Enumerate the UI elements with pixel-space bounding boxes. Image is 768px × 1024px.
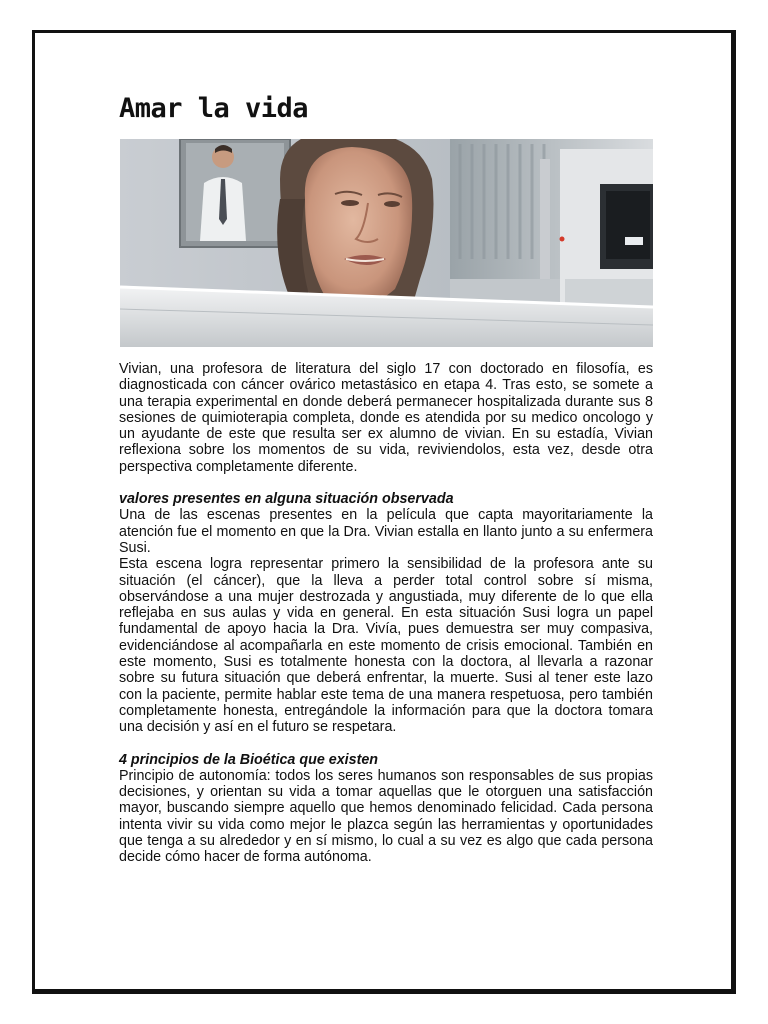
intro-paragraph: Vivian, una profesora de literatura del siglo 17 con doctorado en filosofía, es diagnosticada con cáncer ovárico metastásico en etapa 4. Tras esto, se somete a una terapia experimental en donde deberá permanecer hospitalizada durante sus 8 sesiones de quimioterapia completa, donde es atendida por su medico oncologo y un ayudante de este que resulta ser ex alumno de vivian. En su estadía, Vivian reflexiona sobre los momentos de su vida, reviviendolos, esta vez, desde otra perspectiva completamente diferente. [119,361,653,475]
section-heading-values: valores presentes en alguna situación observada [119,491,454,508]
paragraph-principles-1: Principio de autonomía: todos los seres humanos son responsables de sus propias decisiones, y orientan su vida a tomar aquellas que le otorguen una satisfacción mayor, buscando siempre aquello que hemos denominado felicidad. Cada persona intenta vivir su vida como mejor le plazca según las herramientas y oportunidades que tenga a su alrededor y en sí mismo, lo cual a su vez es algo que cada persona decide cómo hacer de forma autónoma. [119,767,653,866]
page-frame [32,30,736,994]
paragraph-values-1: Una de las escenas presentes en la película que capta mayoritariamente la atención fue el momento en que la Dra. Vivian estalla en llanto junto a su enfermera Susi. [119,507,653,556]
document-body [119,361,653,866]
paragraph-values-2: Esta escena logra representar primero la sensibilidad de la profesora ante su situación (el cáncer), que la lleva a perder total control sobre sí misma, observándose a una mujer destrozada y angustiada, muy diferente de lo que ella reflejaba en sus aulas y vida en general. En esta situación Susi logra un papel fundamental de apoyo hacia la Dra. Vivía, pues demuestra ser muy compasiva, evidenciándose al acompañarla en este momento de crisis emocional. También en este momento, Susi es totalmente honesta con la doctora, al llevarla a razonar sobre su futura situación que deberá enfrentar, la muerte. Susi al tener este lazo con la paciente, permite hablar este tema de una manera respetuosa, pero también completamente honesta, entregándole la información para que la doctora tomara una decisión y así en el futuro se respetara. [119,556,653,736]
section-heading-principles: 4 principios de la Bioética que existen [119,751,379,768]
film-still-photo [120,139,653,347]
document-title: Amar la vida [119,93,309,124]
